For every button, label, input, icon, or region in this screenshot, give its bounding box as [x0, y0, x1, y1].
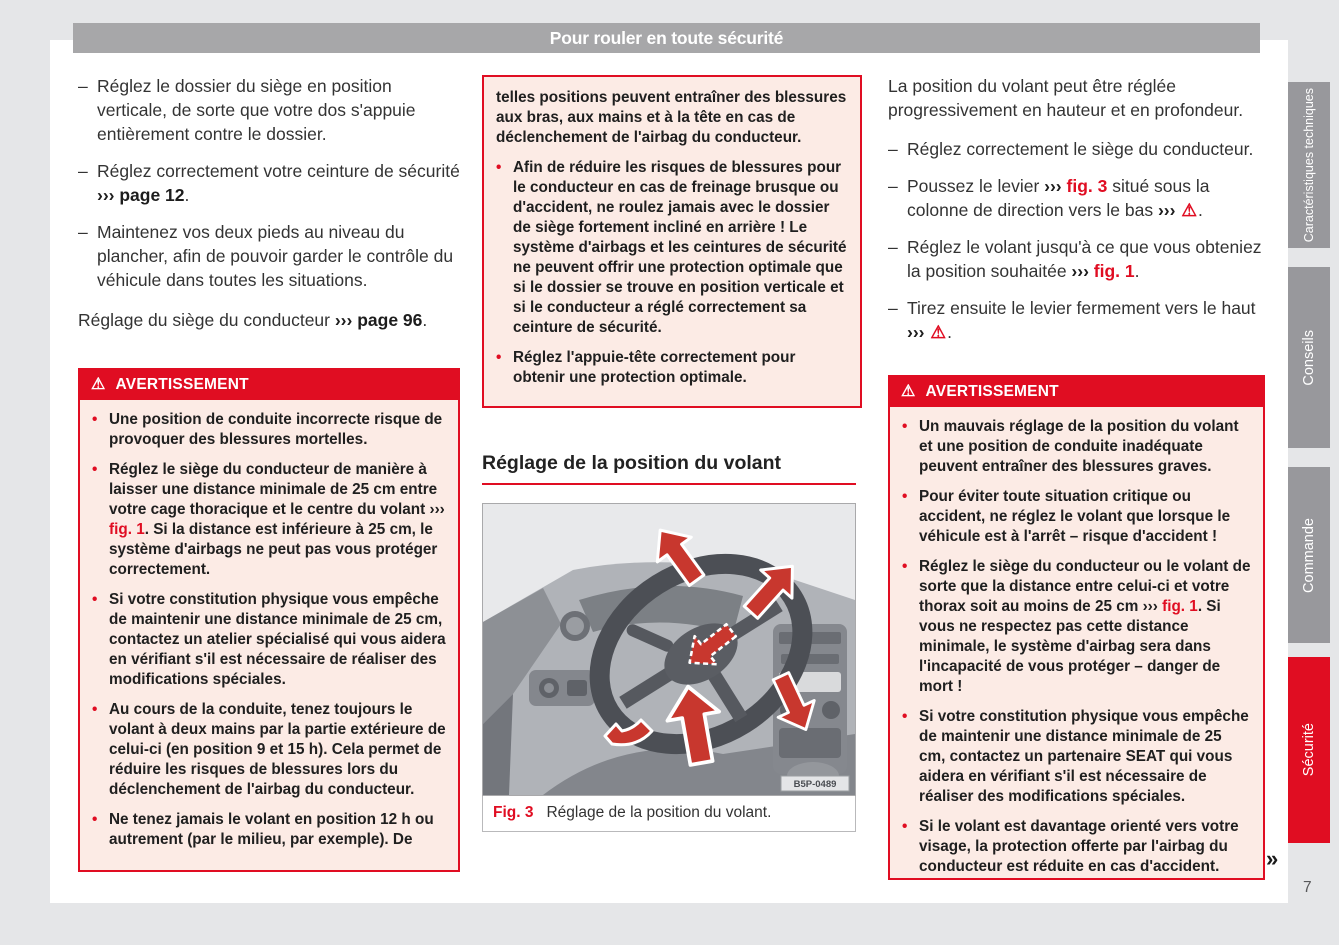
warning-title: AVERTISSEMENT: [925, 382, 1059, 400]
sidebar-tab-label: Conseils: [1301, 329, 1317, 386]
warning-body: [80, 399, 458, 866]
fig3-steering-wheel-illustration: [483, 504, 855, 795]
chapter-title-bar: [73, 23, 1260, 53]
figure-caption: [482, 796, 856, 832]
list-item-text: Tirez ensuite le levier fermement vers le haut ››› ⚠.: [907, 298, 1256, 342]
sidebar-tab-label: Caractéristiques techniques: [1302, 87, 1316, 243]
list-item: [78, 74, 462, 146]
dash-icon: –: [888, 139, 898, 159]
list-item-text: Réglez correctement votre ceinture de sécurité ››› page 12.: [97, 161, 460, 205]
warning-bullet: • Ne tenez jamais le volant en position 12 h ou autrement (par le milieu, par exemple). De: [92, 811, 434, 848]
warning-bullet: • Afin de réduire les risques de blessures pour le conducteur en cas de freinage brusque ou d'accident, ne roulez jamais avec le dossier de siège fortement incliné en arrière ! Le système d'airbags et les ceintures de sécurité ne peuvent offrir une protection optimale que si le dossier se trouve en position verticale et si le conducteur a réglé correctement sa ceinture de sécurité.: [496, 159, 847, 336]
cross-reference[interactable]: fig. 1: [109, 521, 145, 538]
warning-title: AVERTISSEMENT: [115, 375, 249, 393]
dash-icon: –: [888, 298, 898, 318]
warning-triangle-icon: ⚠: [91, 375, 106, 393]
warning-bullet: • Un mauvais réglage de la position du volant et une position de conduite inadéquate peuvent entraîner des blessures graves.: [902, 418, 1239, 475]
dash-icon: –: [888, 237, 898, 257]
bullet-icon: •: [92, 701, 98, 718]
warning-paragraph: telles positions peuvent entraîner des blessures aux bras, aux mains et à la tête en cas de déclenchement de l'airbag du conducteur.: [496, 89, 847, 146]
warning-bullet: • Une position de conduite incorrecte risque de provoquer des blessures mortelles.: [92, 411, 443, 448]
figure-label: Fig. 3: [493, 804, 534, 821]
dash-icon: –: [78, 161, 88, 181]
warning-box-continued: [482, 75, 862, 408]
warning-bullet: • Réglez le siège du conducteur de manière à laisser une distance minimale de 25 cm entre votre cage thoracique et le centre du volant ››› fig. 1. Si la distance est inférieure à 25 cm, le système d'airbags ne peut pas vous protéger correctement.: [92, 461, 445, 578]
bullet-icon: •: [92, 591, 98, 608]
continuation-marker: »: [1266, 846, 1279, 871]
sidebar-tab-conseils[interactable]: [1288, 267, 1330, 448]
list-item-text: Réglez le volant jusqu'à ce que vous obteniez la position souhaitée ››› fig. 1.: [907, 237, 1262, 281]
warning-body: [890, 406, 1263, 893]
bullet-icon: •: [92, 461, 98, 478]
cross-reference[interactable]: fig. 1: [1093, 261, 1135, 281]
bullet-icon: •: [902, 558, 908, 575]
figure-caption-text: Réglage de la position du volant.: [546, 804, 772, 821]
cross-reference[interactable]: fig. 1: [1162, 598, 1198, 615]
warning-body: [484, 77, 860, 404]
warning-box-driving-position: [78, 368, 460, 872]
image-code: B5P-0489: [793, 779, 837, 790]
chapter-title: Pour rouler en toute sécurité: [549, 27, 784, 48]
warning-triangle-icon: ⚠: [901, 382, 916, 400]
warning-bullet: • Réglez l'appuie-tête correctement pour obtenir une protection optimale.: [496, 349, 796, 386]
list-item: [888, 296, 1270, 344]
bullet-icon: •: [92, 411, 98, 428]
warning-header: [889, 376, 1264, 407]
paragraph: La position du volant peut être réglée progressivement en hauteur et en profondeur.: [888, 76, 1244, 120]
warning-triangle-icon: ⚠: [1181, 200, 1198, 220]
warning-bullet: • Réglez le siège du conducteur ou le volant de sorte que la distance entre celui-ci et votre thorax soit au moins de 25 cm ››› fig. 1. Si vous ne respectez pas cette distance minimale, le système d'airbag sera dans l'incapacité de vous protéger – danger de mort !: [902, 558, 1251, 695]
warning-bullet: • Si votre constitution physique vous empêche de maintenir une distance minimale de 25 cm, contactez un partenaire SEAT qui vous aidera en vérifiant s'il est nécessaire de réaliser des modifications spéciales.: [902, 708, 1249, 805]
sidebar-tab-label: Commande: [1301, 517, 1317, 593]
cross-reference[interactable]: fig. 3: [1066, 176, 1108, 196]
bullet-icon: •: [496, 159, 502, 176]
paragraph: Réglage du siège du conducteur ››› page 96.: [78, 310, 428, 330]
warning-bullet: • Au cours de la conduite, tenez toujours le volant à deux mains par la partie extérieure de celui-ci (en position 9 et 15 h). Cela permet de réduire les risques de blessures lors du déclenchement de l'airbag du conducteur.: [92, 701, 446, 798]
bullet-icon: •: [902, 488, 908, 505]
warning-bullet: • Pour éviter toute situation critique ou accident, ne réglez le volant que lorsque le véhicule est à l'arrêt – risque d'accident !: [902, 488, 1231, 545]
list-item: [888, 235, 1270, 283]
bullet-icon: •: [902, 418, 908, 435]
list-item-text: Réglez le dossier du siège en position verticale, de sorte que votre dos s'appuie entièrement contre le dossier.: [97, 76, 416, 144]
list-item: [78, 220, 462, 292]
list-item: [78, 159, 462, 207]
image-code-tag: [781, 776, 849, 791]
page-number: 7: [1303, 879, 1312, 896]
sidebar-tab-caracteristiques-techniques[interactable]: [1288, 82, 1330, 248]
section-heading: Réglage de la position du volant: [482, 452, 856, 485]
warning-triangle-icon: ⚠: [930, 322, 947, 342]
left-column: [78, 74, 462, 332]
dash-icon: –: [78, 222, 88, 242]
dash-icon: –: [888, 176, 898, 196]
list-item-text: Réglez correctement le siège du conducteur.: [907, 139, 1254, 159]
list-item-text: Maintenez vos deux pieds au niveau du plancher, afin de pouvoir garder le contrôle du véhicule dans toutes les situations.: [97, 222, 454, 290]
list-item-text: Poussez le levier ››› fig. 3 situé sous la colonne de direction vers le bas ››› ⚠.: [907, 176, 1210, 220]
warning-bullet: • Si votre constitution physique vous empêche de maintenir une distance minimale de 25 cm, contactez un atelier spécialisé qui vous aidera en vérifiant s'il est nécessaire de réaliser des modifications spéciales.: [92, 591, 446, 688]
warning-bullet: • Si le volant est davantage orienté vers votre visage, la protection offerte par l'airbag du conducteur est réduite en cas d'accident.: [902, 818, 1239, 875]
dash-icon: –: [78, 76, 88, 96]
warning-header: [79, 369, 459, 400]
sidebar-tab-label: Sécurité: [1301, 723, 1317, 777]
bullet-icon: •: [496, 349, 502, 366]
sidebar-tab-securite[interactable]: [1288, 657, 1330, 843]
warning-box-steering-wheel: [888, 375, 1265, 880]
sidebar-tab-commande[interactable]: [1288, 467, 1330, 643]
list-item: [888, 137, 1270, 161]
list-item: [888, 174, 1270, 222]
figure-3-image: [482, 503, 856, 796]
right-column: [888, 74, 1270, 357]
bullet-icon: •: [92, 811, 98, 828]
bullet-icon: •: [902, 708, 908, 725]
bullet-icon: •: [902, 818, 908, 835]
